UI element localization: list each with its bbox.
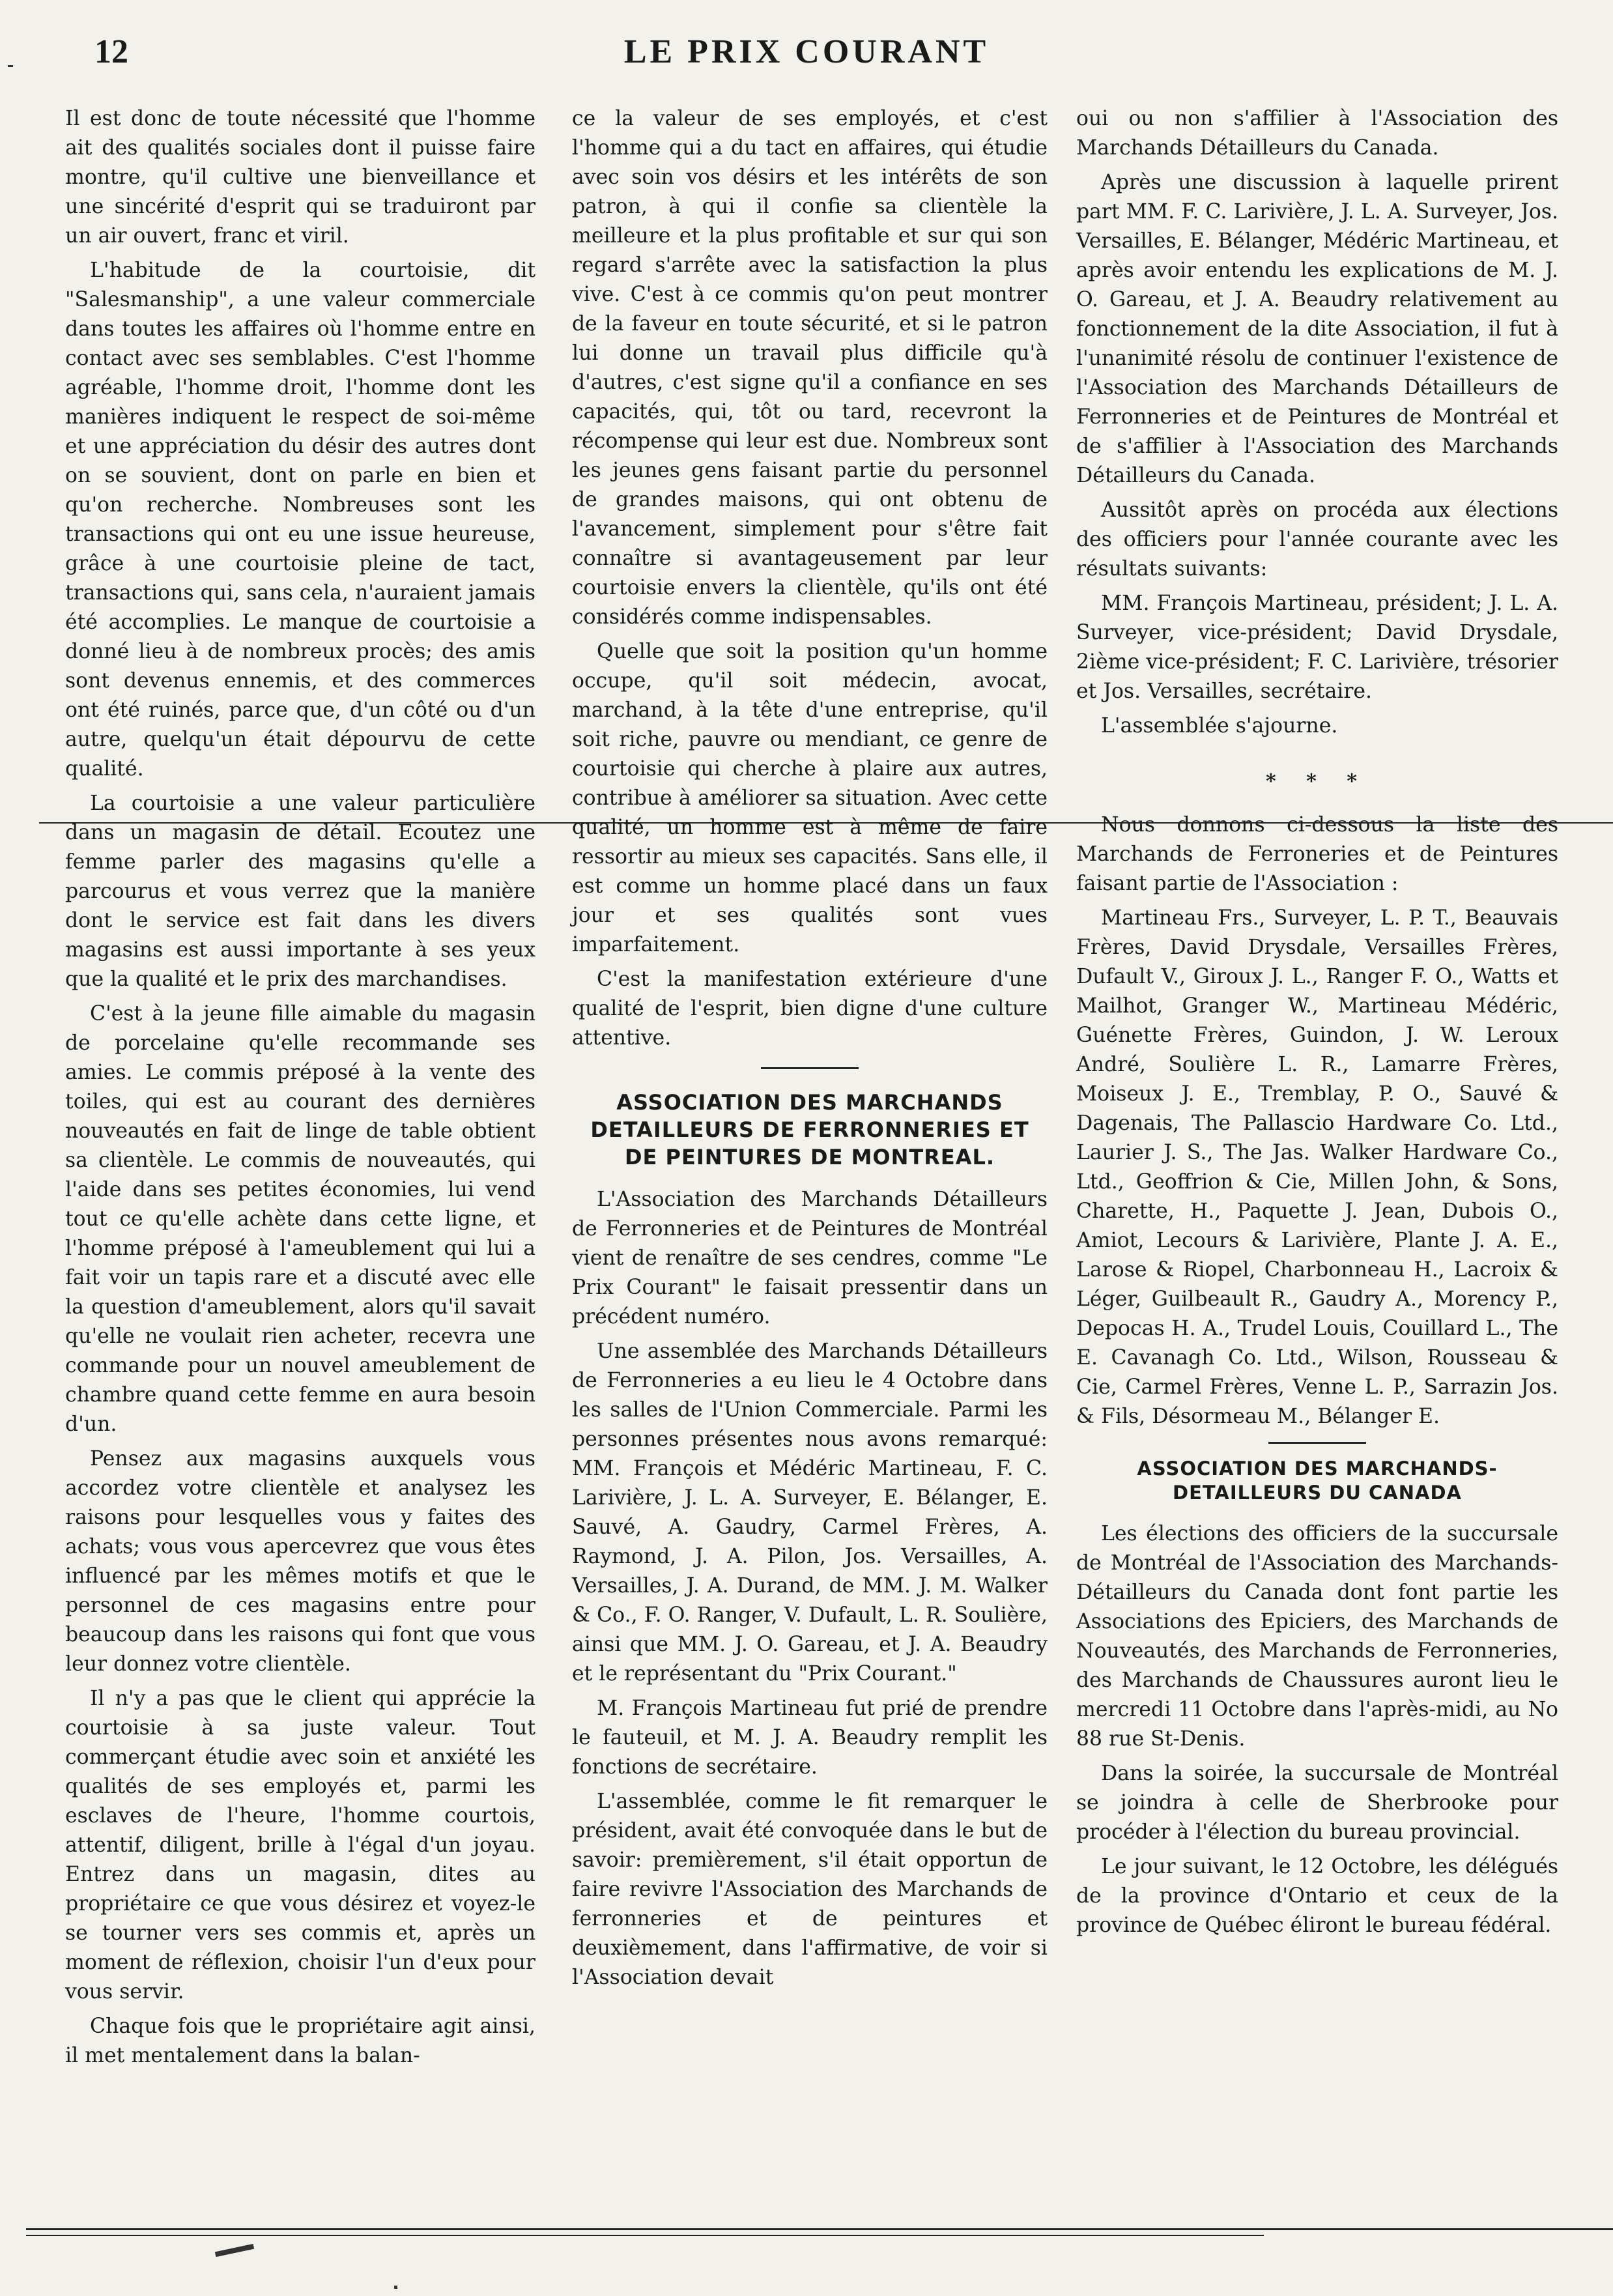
column-3 [1076,104,1558,1945]
article-paragraph: Il n'y a pas que le client qui apprécie la courtoisie à sa juste valeur. Tout commerçant étudie avec soin et anxiété les qualités de ses employés et, parmi les esclaves de l'heure, l'homme courtois, attentif, diligent, brille à l'égal d'un joyau. Entrez dans un magasin, dites au propriétaire ce que vous désirez et voyez-le se tourner vers ses commis et, après un moment de réflexion, choisir l'un d'eux pour vous servir. [65,1687,535,2003]
section-heading-hardware-association: ASSOCIATION DES MARCHANDS DETAILLEURS DE FERRONNERIES ET DE PEINTURES DE MONTREAL. [590,1090,1029,1170]
print-speck [394,2286,397,2289]
article-paragraph: Une assemblée des Marchands Détailleurs de Ferronneries a eu lieu le 4 Octobre dans les salles de l'Union Commerciale. Parmi les personnes présentes nous avons remarqué: MM. François et Médéric Martineau, F. C. Larivière, J. L. A. Surveyer, E. Bélanger, E. Sauvé, A. Gaudry, Carmel Frères, A. Raymond, J. A. Pilon, Jos. Versailles, A. Versailles, J. A. Durand, de MM. J. M. Walker & Co., F. O. Ranger, V. Dufault, L. R. Soulière, ainsi que MM. J. O. Gareau, et J. A. Beaudry et le représentant du "Prix Courant." [572,1340,1048,1686]
bottom-page-rule [26,2228,1613,2230]
section-divider [1268,1442,1366,1444]
ink-mark [215,2244,254,2257]
article-paragraph: L'habitude de la courtoisie, dit "Salesmanship", a une valeur commerciale dans toutes les affaires où l'homme entre en contact avec ses semblables. C'est l'homme agréable, l'homme droit, l'homme dont les manières indiquent le respect de soi-même et une appréciation du désir des autres dont on se souvient, dont on parle en bien et qu'on recherche. Nombreuses sont les transactions qui ont eu une issue heureuse, grâce à une courtoisie pleine de tact, transactions qui, sans cela, n'auraient jamais été accomplies. Le manque de courtoisie a donné lieu à de nombreux procès; des amis sont devenus ennemis, et des commerces ont été ruinés, parce que, d'un côté ou d'un autre, quelqu'un était dépourvu de cette qualité. [65,259,535,781]
article-paragraph: Après une discussion à laquelle prirent part MM. F. C. Larivière, J. L. A. Surveyer, Jos. Versailles, E. Bélanger, Médéric Martineau, et après avoir entendu les explications de M. J. O. Gareau, et J. A. Beaudry relativement au fonctionnement de la dite Association, il fut à l'unanimité résolu de continuer l'existence de l'Association des Marchands Détailleurs de Ferronneries et de Peintures de Montréal et de s'affilier à l'Association des Marchands Détailleurs du Canada. [1076,171,1558,487]
column-2 [572,104,1048,1998]
column-1 [65,104,535,2076]
article-paragraph: C'est la manifestation extérieure d'une qualité de l'esprit, bien digne d'une culture attentive. [572,968,1048,1050]
article-paragraph: Chaque fois que le propriétaire agit ainsi, il met mentalement dans la balan- [65,2015,535,2067]
article-paragraph: Aussitôt après on procéda aux élections des officiers pour l'année courante avec les résultats suivants: [1076,498,1558,581]
article-paragraph: Dans la soirée, la succursale de Montréal se joindra à celle de Sherbrooke pour procéder à l'élection du bureau provincial. [1076,1762,1558,1844]
horizontal-print-rule [39,822,1613,824]
article-paragraph: oui ou non s'affilier à l'Association des Marchands Détailleurs du Canada. [1076,107,1558,160]
member-list-paragraph: Martineau Frs., Surveyer, L. P. T., Beauvais Frères, David Drysdale, Versailles Frères, Dufault V., Giroux J. L., Ranger F. O., Watts et Mailhot, Granger W., Martineau Médéric, Guénette Frères, Guindon, J. W. Leroux André, Soulière L. R., Lamarre Frères, Moiseux J. E., Tremblay, P. O., Sauvé & Dagenais, The Pallascio Hardware Co. Ltd., Laurier J. S., The Jas. Walker Hardware Co., Ltd., Geoffrion & Cie, Millen John, & Sons, Charette, H., Paquette J. Jean, Dubois O., Amiot, Lecours & Larivière, Plante J. A. E., Larose & Riopel, Charbonneau H., Lacroix & Léger, Guilbeault R., Gaudry A., Morency P., Depocas H. A., Trudel Louis, Couillard L., The E. Cavanagh Co. Ltd., Wilson, Rousseau & Cie, Carmel Frères, Venne L. P., Sarrazin Jos. & Fils, Désormeau M., Bélanger E. [1076,906,1558,1428]
article-paragraph: ce la valeur de ses employés, et c'est l'homme qui a du tact en affaires, qui étudie avec soin vos désirs et les intérêts de son patron, à qui il confie sa clientèle la meilleure et la plus profitable et sur qui son regard s'arrête avec la satisfaction la plus vive. C'est à ce commis qu'on peut montrer de la faveur en toute sécurité, et si le patron lui donne un travail plus difficile qu'à d'autres, c'est signe qu'il a confiance en ses capacités, qui, tôt ou tard, recevront la récompense qui leur est due. Nombreux sont les jeunes gens faisant partie du personnel de grandes maisons, qui ont obtenu de l'avancement, simplement pour s'être fait connaître si avantageusement par leur courtoisie envers la clientèle, qu'ils ont été considérés comme indispensables. [572,107,1048,629]
article-paragraph: Il est donc de toute nécessité que l'homme ait des qualités sociales dont il puisse faire montre, qu'il cultive une bienveillance et une sincérité d'esprit qui se traduiront par un air ouvert, franc et viril. [65,107,535,248]
article-paragraph: Quelle que soit la position qu'un homme occupe, qu'il soit médecin, avocat, marchand, à la tête d'une entreprise, qu'il soit riche, pauvre ou mendiant, ce genre de courtoisie qui cherche à plaire aux autres, contribue à améliorer sa situation. Avec cette qualité, un homme est à même de faire ressortir au mieux ses capacités. Sans elle, il est comme un homme placé dans un faux jour et ses qualités sont vues imparfaitement. [572,640,1048,956]
article-paragraph: La courtoisie a une valeur particulière dans un magasin de détail. Ecoutez une femme parler des magasins qu'elle a parcourus et vous verrez que la manière dont le service est fait dans les divers magasins est aussi importante à ses yeux que la qualité et le prix des marchandises. [65,792,535,991]
article-paragraph: L'assemblée, comme le fit remarquer le président, avait été convoquée dans le but de savoir: premièrement, s'il était opportun de faire revivre l'Association des Marchands de ferronneries et de peintures et deuxièmement, dans l'affirmative, de voir si l'Association devait [572,1790,1048,1989]
page-number: 12 [94,33,128,70]
article-paragraph: M. François Martineau fut prié de prendre le fauteuil, et M. J. A. Beaudry remplit les fonctions de secrétaire. [572,1697,1048,1779]
bottom-page-rule-secondary [26,2235,1264,2236]
article-paragraph: Les élections des officiers de la succursale de Montréal de l'Association des Marchands-Détailleurs du Canada dont font partie les Associations des Epiciers, des Marchands de Nouveautés, des Marchands de Ferronneries, des Marchands de Chaussures auront lieu le mercredi 11 Octobre dans l'après-midi, au No 88 rue St-Denis. [1076,1522,1558,1751]
print-speck [8,65,13,67]
article-paragraph: MM. François Martineau, président; J. L. A. Surveyer, vice-président; David Drysdale, 2ième vice-président; F. C. Larivière, trésorier et Jos. Versailles, secrétaire. [1076,592,1558,703]
section-separator-stars: * * * [1266,770,1369,793]
article-paragraph: C'est à la jeune fille aimable du magasin de porcelaine qu'elle recommande ses amies. Le commis préposé à la vente des toiles, qui est au courant des dernières nouveautés en fait de linge de table obtient sa clientèle. Le commis de nouveautés, qui l'aide dans ses petites économies, lui vend tout ce qu'elle achète dans cette ligne, et l'homme préposé à l'ameublement qui lui a fait voir un tapis rare et a discuté avec elle la question d'ameublement, alors qu'il savait qu'elle ne voulait rien acheter, recevra une commande pour un nouvel ameublement de chambre quand cette femme en aura besoin d'un. [65,1002,535,1436]
page-header [0,33,1613,85]
article-paragraph: L'assemblée s'ajourne. [1101,714,1338,738]
section-divider [761,1067,859,1069]
article-paragraph: L'Association des Marchands Détailleurs de Ferronneries et de Peintures de Montréal vient de renaître de ses cendres, comme "Le Prix Courant" le faisait pressentir dans un précédent numéro. [572,1188,1048,1328]
article-paragraph: Pensez aux magasins auxquels vous accordez votre clientèle et analysez les raisons pour lesquelles vous y faites des achats; vous vous apercevrez que vous êtes influencé par les mêmes motifs et que le personnel de ces magasins entre pour beaucoup dans les raisons qui font que vous leur donnez votre clientèle. [65,1447,535,1676]
article-paragraph: Nous donnons ci-dessous la liste des Marchands de Ferroneries et de Peintures faisant partie de l'Association : [1076,813,1558,895]
section-heading-canada-association: ASSOCIATION DES MARCHANDS-DETAILLEURS DU CANADA [1137,1457,1498,1504]
article-paragraph: Le jour suivant, le 12 Octobre, les délégués de la province d'Ontario et ceux de la province de Québec éliront le bureau fédéral. [1076,1855,1558,1937]
publication-title: LE PRIX COURANT [623,33,990,70]
